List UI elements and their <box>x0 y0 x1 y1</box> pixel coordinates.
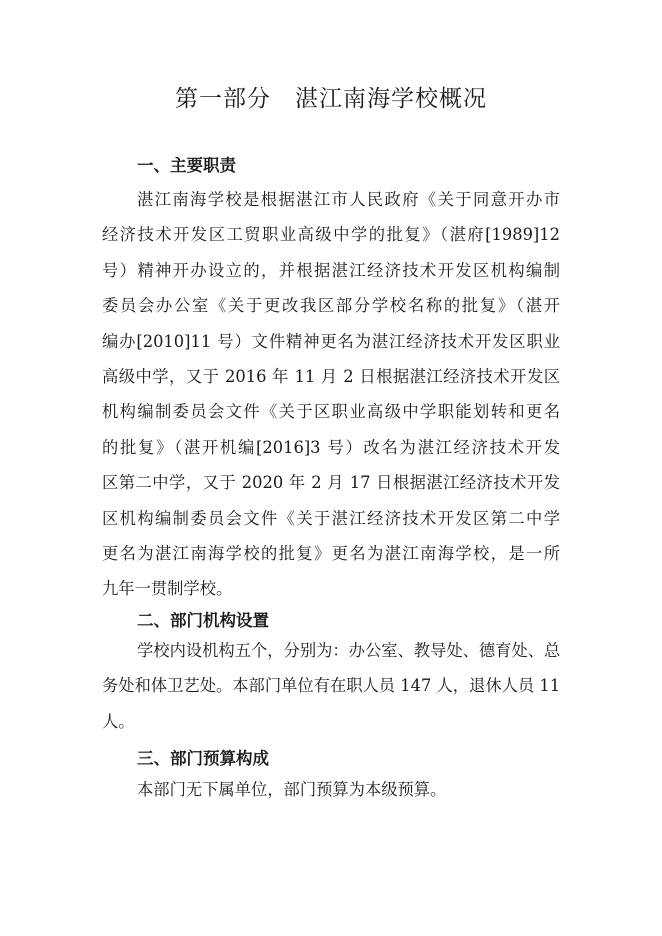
text-line: 经济技术开发区工贸职业高级中学的批复》（湛府[1989]12 <box>102 225 560 245</box>
text-line: 区第二中学，又于 2020 年 2 月 17 日根据湛江经济技术开发 <box>102 473 560 493</box>
text-line: 高级中学，又于 2016 年 11 月 2 日根据湛江经济技术开发区 <box>102 366 560 386</box>
text-line: 人。 <box>102 711 135 731</box>
text-line: 更名为湛江南海学校的批复》更名为湛江南海学校，是一所 <box>102 543 560 563</box>
section-heading-budget-composition: 三、部门预算构成 <box>137 749 269 768</box>
paragraph-main-duties <box>102 182 560 607</box>
page-title: 第一部分 湛江南海学校概况 <box>175 86 487 112</box>
section-heading-main-duties: 一、主要职责 <box>137 156 236 175</box>
text-line: 学校内设机构五个，分别为：办公室、教导处、德育处、总 <box>137 641 561 660</box>
section-heading-org-structure: 二、部门机构设置 <box>137 611 269 630</box>
text-line: 九年一贯制学校。 <box>102 579 233 599</box>
paragraph-budget-composition <box>102 772 560 807</box>
text-line: 号）精神开办设立的，并根据湛江经济技术开发区机构编制 <box>102 260 560 280</box>
text-line: 编办[2010]11 号）文件精神更名为湛江经济技术开发区职业 <box>102 331 560 351</box>
text-line: 的批复》（湛开机编[2016]3 号）改名为湛江经济技术开发 <box>102 437 560 457</box>
text-line: 机构编制委员会文件《关于区职业高级中学职能划转和更名 <box>102 402 560 422</box>
text-line: 务处和体卫艺处。本部门单位有在职人员 147 人，退休人员 11 <box>102 676 561 696</box>
text-line: 湛江南海学校是根据湛江市人民政府《关于同意开办市 <box>137 190 560 209</box>
text-line: 区机构编制委员会文件《关于湛江经济技术开发区第二中学 <box>102 508 560 528</box>
text-line: 委员会办公室《关于更改我区部分学校名称的批复》（湛开 <box>102 296 560 316</box>
paragraph-org-structure <box>102 633 560 739</box>
text-line: 本部门无下属单位，部门预算为本级预算。 <box>137 780 447 799</box>
